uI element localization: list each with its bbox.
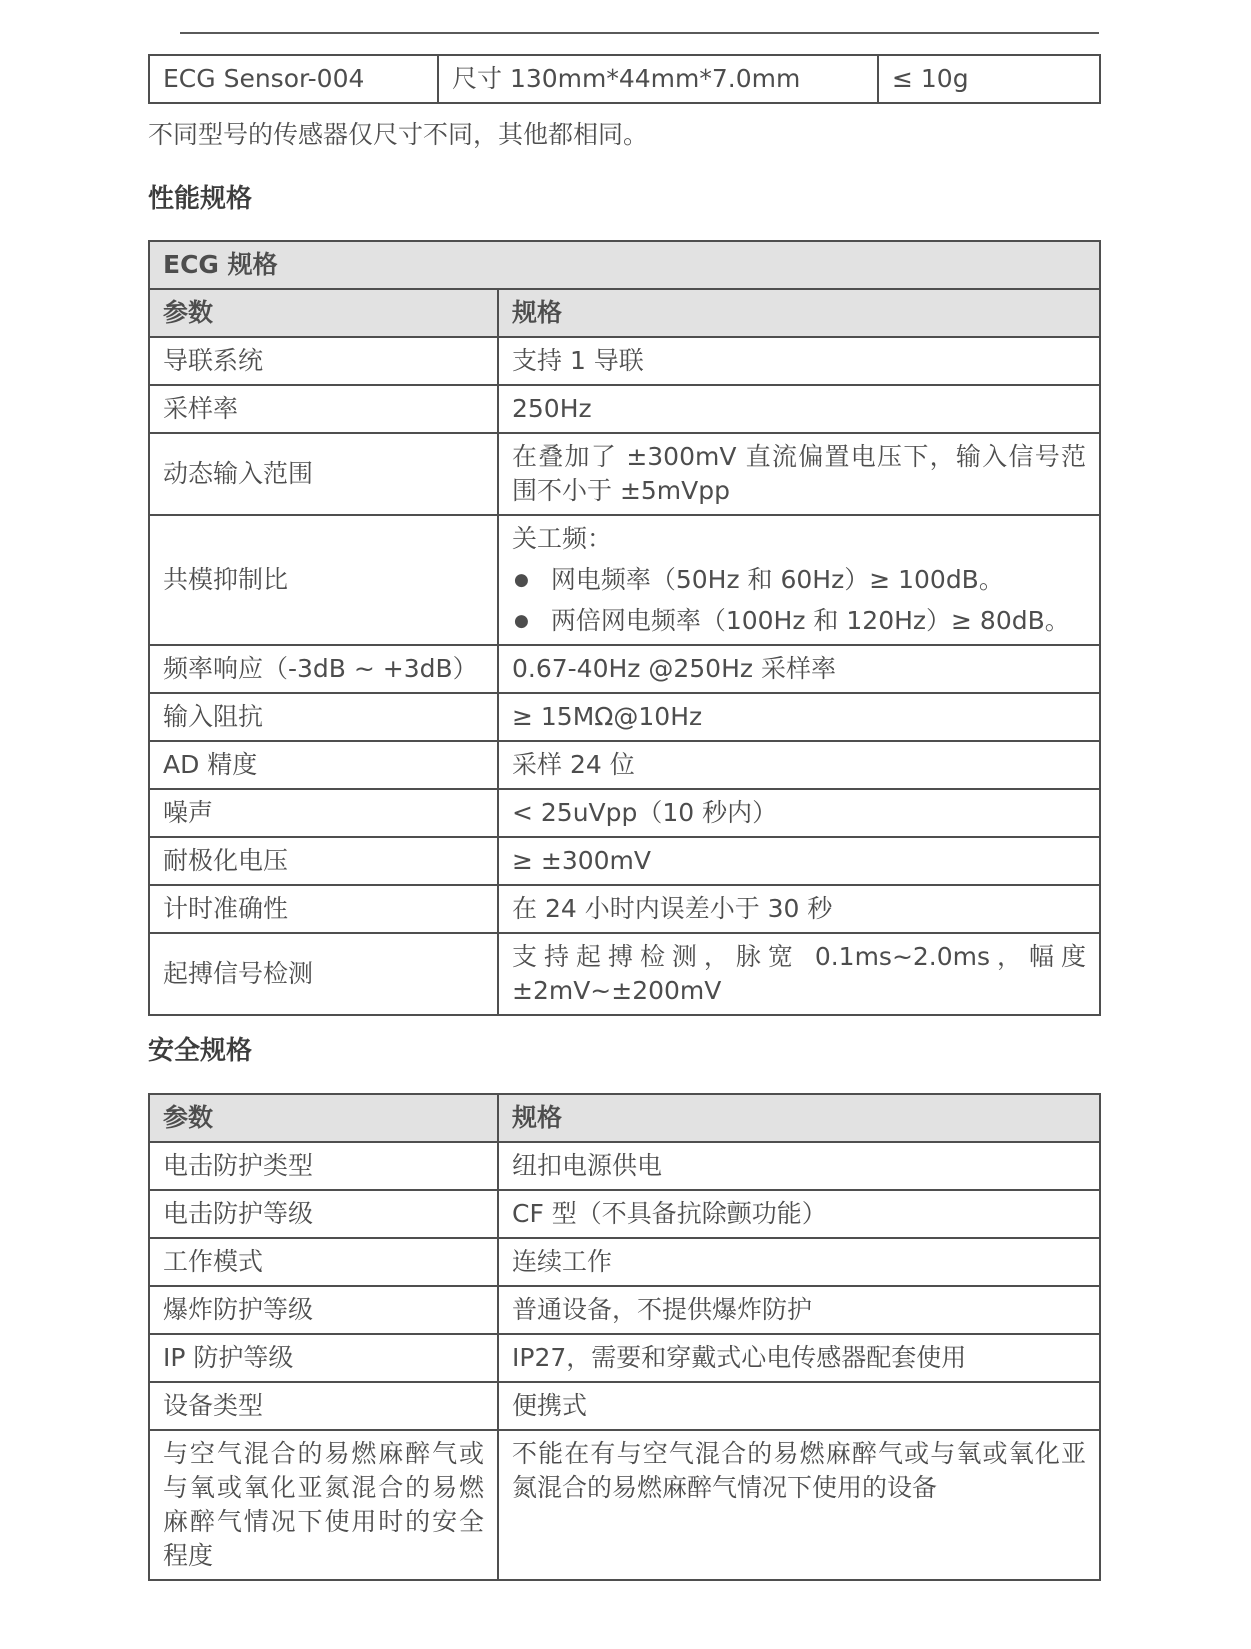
bullet-item bbox=[512, 604, 1086, 638]
spec-cell: 便携式 bbox=[498, 1382, 1100, 1430]
spec-cell: < 25uVpp（10 秒内） bbox=[498, 789, 1100, 837]
spec-cell: 采样 24 位 bbox=[498, 741, 1100, 789]
bullet-icon: ● bbox=[514, 611, 529, 631]
table-row bbox=[149, 515, 1100, 645]
spec-cell: 不能在有与空气混合的易燃麻醉气或与氧或氧化亚氮混合的易燃麻醉气情况下使用的设备 bbox=[498, 1430, 1100, 1580]
spec-cell: IP27，需要和穿戴式心电传感器配套使用 bbox=[498, 1334, 1100, 1382]
spec-cell: 支持 1 导联 bbox=[498, 337, 1100, 385]
table-row bbox=[149, 1142, 1100, 1190]
sensor-model-table bbox=[148, 54, 1101, 104]
table-row bbox=[149, 1382, 1100, 1430]
param-cell: 输入阻抗 bbox=[149, 693, 498, 741]
table-row bbox=[149, 1430, 1100, 1580]
spec-cell bbox=[498, 515, 1100, 645]
param-cell: 动态输入范围 bbox=[149, 433, 498, 515]
param-cell: 设备类型 bbox=[149, 1382, 498, 1430]
spec-cell: 0.67-40Hz @250Hz 采样率 bbox=[498, 645, 1100, 693]
spec-cell: 在 24 小时内误差小于 30 秒 bbox=[498, 885, 1100, 933]
table-row bbox=[149, 693, 1100, 741]
sensor-model-cell: ECG Sensor-004 bbox=[149, 55, 438, 103]
param-cell: 频率响应（-3dB ~ +3dB） bbox=[149, 645, 498, 693]
column-header-spec: 规格 bbox=[498, 289, 1100, 337]
table-row bbox=[149, 885, 1100, 933]
table-row bbox=[149, 385, 1100, 433]
param-cell: 爆炸防护等级 bbox=[149, 1286, 498, 1334]
param-cell: 电击防护等级 bbox=[149, 1190, 498, 1238]
table-row bbox=[149, 55, 1100, 103]
table-row bbox=[149, 433, 1100, 515]
safety-heading: 安全规格 bbox=[148, 1036, 253, 1066]
param-cell: 电击防护类型 bbox=[149, 1142, 498, 1190]
sensor-dimensions-cell: 尺寸 130mm*44mm*7.0mm bbox=[438, 55, 878, 103]
table-row bbox=[149, 1190, 1100, 1238]
column-header-spec: 规格 bbox=[498, 1094, 1100, 1142]
bullet-icon: ● bbox=[514, 570, 529, 590]
table-row bbox=[149, 789, 1100, 837]
note-text: 不同型号的传感器仅尺寸不同，其他都相同。 bbox=[148, 120, 649, 149]
bullet-item bbox=[512, 563, 1086, 597]
spec-cell: 250Hz bbox=[498, 385, 1100, 433]
table-row bbox=[149, 933, 1100, 1015]
table-header-row bbox=[149, 1094, 1100, 1142]
param-cell: AD 精度 bbox=[149, 741, 498, 789]
bullet-text: 网电频率（50Hz 和 60Hz）≥ 100dB。 bbox=[550, 565, 1004, 594]
table-row bbox=[149, 1238, 1100, 1286]
spec-cell: 纽扣电源供电 bbox=[498, 1142, 1100, 1190]
column-header-param: 参数 bbox=[149, 1094, 498, 1142]
param-cell: 工作模式 bbox=[149, 1238, 498, 1286]
table-title-cell: ECG 规格 bbox=[149, 241, 1100, 289]
ecg-spec-table bbox=[148, 240, 1101, 1016]
param-cell: IP 防护等级 bbox=[149, 1334, 498, 1382]
spec-cell: 连续工作 bbox=[498, 1238, 1100, 1286]
table-row bbox=[149, 1286, 1100, 1334]
spec-cell: 支持起搏检测，脉宽 0.1ms~2.0ms，幅度 ±2mV~±200mV bbox=[498, 933, 1100, 1015]
table-row bbox=[149, 1334, 1100, 1382]
cutoff-row-border-fragment bbox=[180, 32, 1099, 34]
spec-intro: 关工频： bbox=[512, 524, 613, 553]
table-row bbox=[149, 741, 1100, 789]
spec-cell: CF 型（不具备抗除颤功能） bbox=[498, 1190, 1100, 1238]
param-cell: 起搏信号检测 bbox=[149, 933, 498, 1015]
param-cell: 与空气混合的易燃麻醉气或与氧或氧化亚氮混合的易燃麻醉气情况下使用时的安全程度 bbox=[149, 1430, 498, 1580]
param-cell: 噪声 bbox=[149, 789, 498, 837]
column-header-param: 参数 bbox=[149, 289, 498, 337]
table-row bbox=[149, 337, 1100, 385]
bullet-text: 两倍网电频率（100Hz 和 120Hz）≥ 80dB。 bbox=[550, 606, 1070, 635]
table-title-row bbox=[149, 241, 1100, 289]
spec-cell: 普通设备，不提供爆炸防护 bbox=[498, 1286, 1100, 1334]
performance-heading: 性能规格 bbox=[148, 184, 253, 214]
table-header-row bbox=[149, 289, 1100, 337]
table-row bbox=[149, 645, 1100, 693]
param-cell: 导联系统 bbox=[149, 337, 498, 385]
param-cell: 耐极化电压 bbox=[149, 837, 498, 885]
param-cell: 采样率 bbox=[149, 385, 498, 433]
table-row bbox=[149, 837, 1100, 885]
param-cell: 计时准确性 bbox=[149, 885, 498, 933]
param-cell: 共模抑制比 bbox=[149, 515, 498, 645]
spec-cell: 在叠加了 ±300mV 直流偏置电压下，输入信号范围不小于 ±5mVpp bbox=[498, 433, 1100, 515]
sensor-weight-cell: ≤ 10g bbox=[878, 55, 1100, 103]
spec-cell: ≥ ±300mV bbox=[498, 837, 1100, 885]
spec-cell: ≥ 15MΩ@10Hz bbox=[498, 693, 1100, 741]
safety-spec-table bbox=[148, 1093, 1101, 1581]
